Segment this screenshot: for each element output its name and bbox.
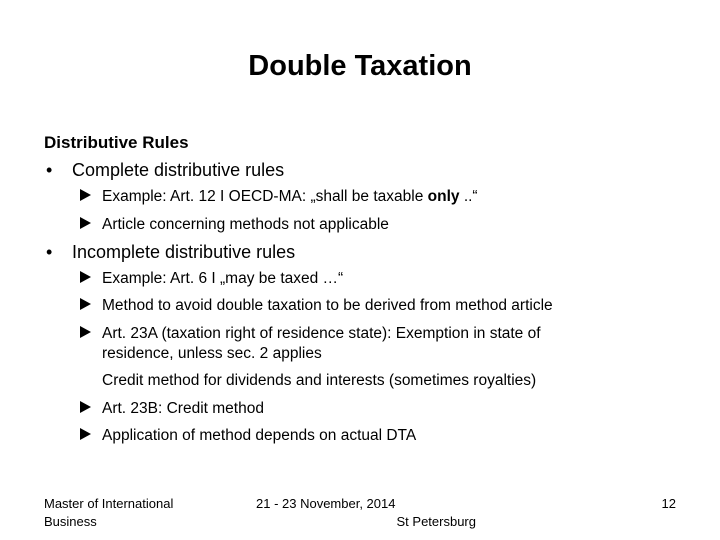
footer-center	[256, 495, 476, 531]
arrow-bullet-icon	[80, 401, 91, 413]
footer-left-line: Master of International	[44, 496, 174, 511]
footer-left	[44, 495, 173, 531]
sub-bullet-text-part: ..“	[459, 188, 478, 205]
sub-bullet-continuation: residence, unless sec. 2 applies	[102, 345, 322, 362]
sub-bullet-text-part: Example: Art. 12 I OECD-MA: „shall be taxable	[102, 188, 428, 205]
footer-left-line: Business	[44, 514, 97, 529]
sub-bullet-text: Art. 23B: Credit method	[102, 400, 264, 417]
sub-bullet-text: Example: Art. 6 I „may be taxed …“	[102, 270, 344, 287]
arrow-bullet-icon	[80, 189, 91, 201]
bullet-dot-icon: •	[46, 242, 53, 262]
sub-bullet-text: Method to avoid double taxation to be derived from method article	[102, 297, 553, 314]
arrow-bullet-icon	[80, 428, 91, 440]
bullet-text: Incomplete distributive rules	[72, 242, 296, 262]
bullet-dot-icon: •	[46, 160, 53, 180]
section-heading: Distributive Rules	[44, 133, 189, 152]
sub-bullet-text: Art. 23A (taxation right of residence state): Exemption in state of	[102, 325, 541, 342]
footer-date: 21 - 23 November, 2014	[256, 496, 396, 511]
slide-title: Double Taxation	[248, 50, 472, 82]
bullet-text: Complete distributive rules	[72, 160, 285, 180]
arrow-bullet-icon	[80, 298, 91, 310]
arrow-bullet-icon	[80, 217, 91, 229]
footer-location: St Petersburg	[396, 514, 476, 529]
sub-bullet-text: Application of method depends on actual DTA	[102, 427, 417, 444]
plain-line: Credit method for dividends and interests (sometimes royalties)	[102, 372, 537, 389]
page-number: 12	[661, 496, 676, 511]
sub-bullet-text	[102, 186, 478, 207]
arrow-bullet-icon	[80, 326, 91, 338]
arrow-bullet-icon	[80, 271, 91, 283]
sub-bullet-text: Article concerning methods not applicable	[102, 216, 389, 233]
sub-bullet-emphasis: only	[427, 188, 460, 205]
